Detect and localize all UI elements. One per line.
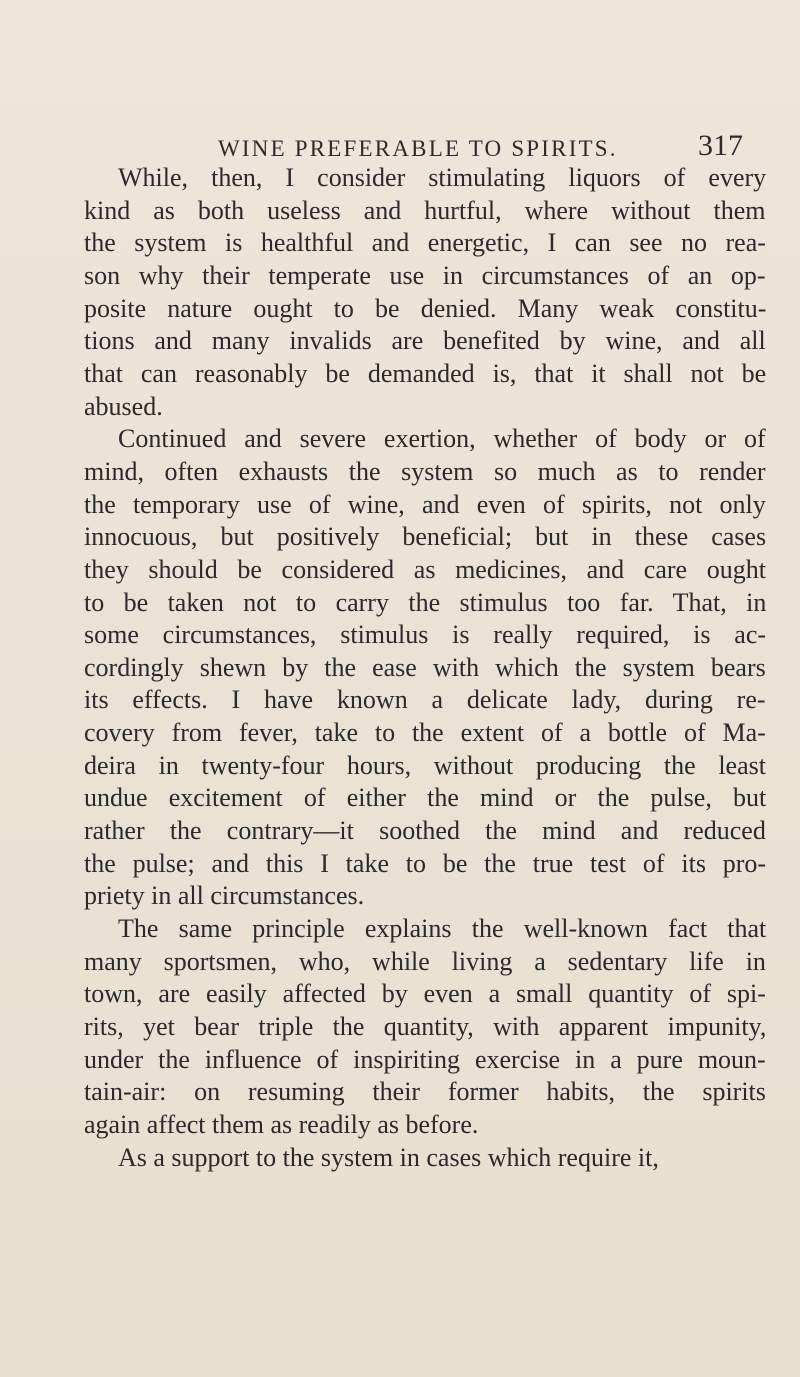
text-line: innocuous, but positively beneficial; but in these cases <box>84 522 767 552</box>
text-line: many sportsmen, who, while living a sedentary life in <box>84 946 766 976</box>
text-line: they should be considered as medicines, and care ought <box>84 554 766 584</box>
text-line: under the influence of inspiriting exercise in a pure moun- <box>84 1044 766 1074</box>
text-line: the pulse; and this I take to be the true test of its pro- <box>84 848 767 878</box>
text-line: that can reasonably be demanded is, that it shall not be <box>84 358 767 388</box>
text-line: rather the contrary—it soothed the mind and reduced <box>84 816 766 845</box>
text-line: again affect them as readily as before. <box>84 1109 479 1139</box>
text-line: its effects. I have known a delicate lady, during re- <box>84 685 766 715</box>
text-line: deira in twenty-four hours, without producing the least <box>84 750 766 780</box>
text-line: As a support to the system in cases which require it, <box>118 1142 659 1172</box>
text-line: While, then, I consider stimulating liquors of every <box>118 163 767 192</box>
page-number: 317 <box>698 129 743 162</box>
running-title: WINE PREFERABLE TO SPIRITS. <box>218 136 618 161</box>
text-line: The same principle explains the well-known fact that <box>118 913 767 943</box>
text-line: mind, often exhausts the system so much as to render <box>84 456 766 486</box>
text-line: cordingly shewn by the ease with which the system bears <box>84 652 766 682</box>
text-line: posite nature ought to be denied. Many weak constitu- <box>84 293 767 323</box>
text-line: to be taken not to carry the stimulus too far. That, in <box>84 587 767 617</box>
text-line: tain-air: on resuming their former habits, the spirits <box>84 1077 766 1107</box>
text-line: rits, yet bear triple the quantity, with apparent impunity, <box>84 1011 767 1041</box>
text-line: the system is healthful and energetic, I can see no rea- <box>84 228 766 258</box>
text-line: the temporary use of wine, and even of spirits, not only <box>84 489 766 519</box>
text-line: Continued and severe exertion, whether of body or of <box>118 424 766 454</box>
text-line: son why their temperate use in circumstances of an op- <box>84 260 766 290</box>
text-line: undue excitement of either the mind or the pulse, but <box>84 783 767 813</box>
text-line: priety in all circumstances. <box>84 881 365 911</box>
text-line: covery from fever, take to the extent of a bottle of Ma- <box>84 718 766 747</box>
text-line: town, are easily affected by even a small quantity of spi- <box>84 979 766 1009</box>
text-line: some circumstances, stimulus is really required, is ac- <box>84 620 767 650</box>
text-line: abused. <box>84 391 163 421</box>
text-line: kind as both useless and hurtful, where without them <box>84 195 766 225</box>
text-line: tions and many invalids are benefited by wine, and all <box>84 326 766 356</box>
